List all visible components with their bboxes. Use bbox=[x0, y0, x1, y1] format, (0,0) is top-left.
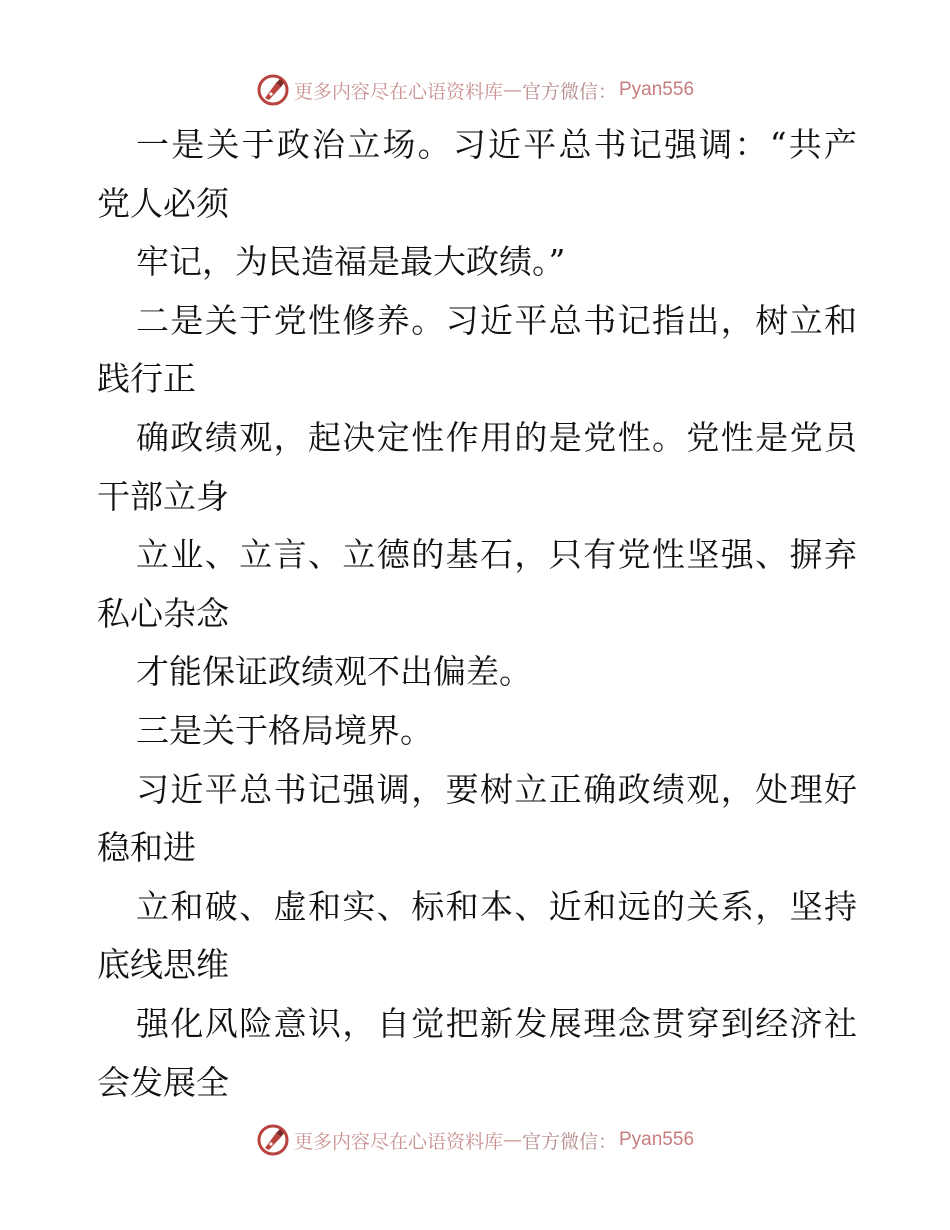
text-line: 稳和进 bbox=[97, 828, 196, 868]
text-line: 干部立身 bbox=[97, 476, 229, 516]
banner-official-label: 官方微信： bbox=[521, 1130, 617, 1153]
text-line: 二是关于党性修养。习近平总书记指出，树立和 bbox=[136, 300, 857, 340]
text-line: 确政绩观，起决定性作用的是党性。党性是党员 bbox=[136, 417, 857, 457]
document-body bbox=[97, 116, 857, 1112]
text-line: 一是关于政治立场。习近平总书记强调：“共产 bbox=[136, 125, 857, 164]
text-line: 会发展全 bbox=[97, 1062, 229, 1102]
pen-nib-icon bbox=[256, 1123, 290, 1157]
banner-official-label: 官方微信： bbox=[521, 80, 617, 103]
pen-nib-icon bbox=[256, 73, 290, 107]
text-line: 底线思维 bbox=[97, 945, 229, 985]
text-line: 强化风险意识，自觉把新发展理念贯穿到经济社 bbox=[136, 1003, 857, 1043]
banner-wechat-id: Pyan556 bbox=[619, 79, 695, 100]
banner-wechat-id: Pyan556 bbox=[619, 1129, 695, 1150]
text-line: 才能保证政绩观不出偏差。 bbox=[136, 652, 532, 692]
banner-separator: — bbox=[502, 1129, 522, 1151]
text-line: 党人必须 bbox=[97, 183, 229, 223]
text-line: 牢记，为民造福是最大政绩。” bbox=[136, 242, 566, 282]
banner-main-text: 更多内容尽在心语资料库 bbox=[293, 80, 503, 103]
text-line: 立业、立言、立德的基石，只有党性坚强、摒弃 bbox=[136, 535, 857, 575]
text-line: 立和破、虚和实、标和本、近和远的关系，坚持 bbox=[136, 886, 857, 926]
banner-main-text: 更多内容尽在心语资料库 bbox=[293, 1130, 503, 1153]
text-line: 私心杂念 bbox=[97, 593, 229, 633]
text-line: 三是关于格局境界。 bbox=[136, 710, 433, 750]
text-line: 习近平总书记强调，要树立正确政绩观，处理好 bbox=[136, 769, 857, 809]
header-banner bbox=[0, 70, 950, 110]
text-line: 践行正 bbox=[97, 359, 196, 399]
banner-separator: — bbox=[502, 79, 522, 101]
footer-banner bbox=[0, 1120, 950, 1160]
